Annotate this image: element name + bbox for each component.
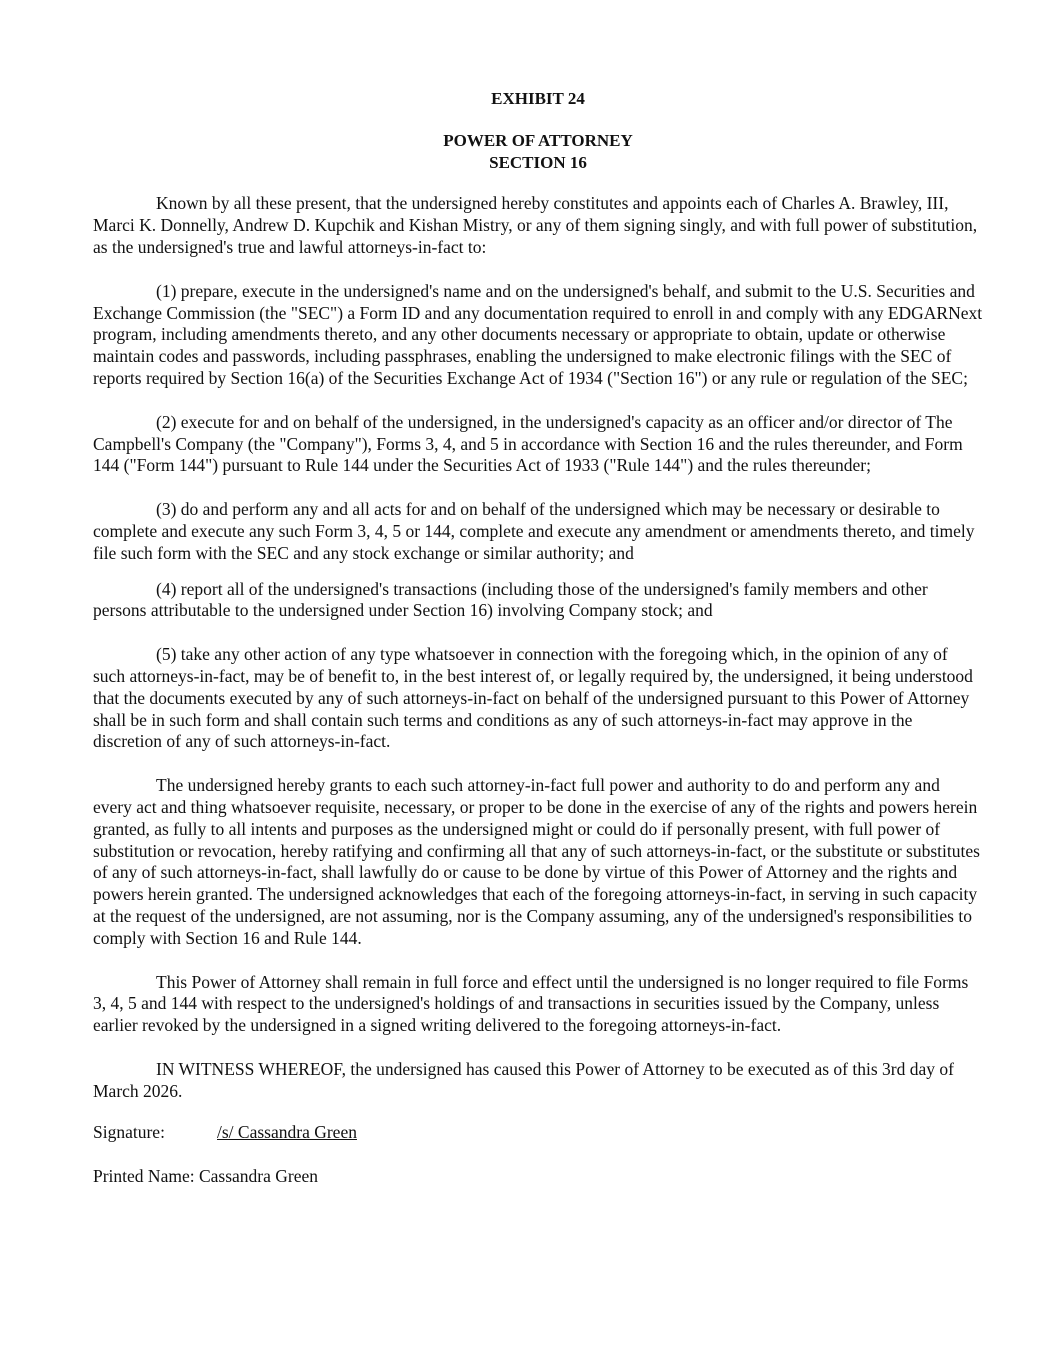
item-paragraph-2: (2) execute for and on behalf of the undersigned, in the undersigned's capacity as an officer and/or director of The Campbell's Company (the "Company"), Forms 3, 4, and 5 in accordance with Section 16 and the rules thereunder, and Form 144 ("Form 144") pursuant to Rule 144 under the Securities Act of 1933 ("Rule 144") and the rules thereunder;: [93, 411, 963, 476]
document-page: [93, 88, 983, 1188]
grant-paragraph: The undersigned hereby grants to each such attorney-in-fact full power and authority to do and perform any and every act and thing whatsoever requisite, necessary, or proper to be done in the exercise of any of the rights and powers herein granted, as fully to all intents and purposes as the undersigned might or could do if personally present, with full power of substitution or revocation, hereby ratifying and confirming all that any of such attorneys-in-fact, or the substitute or substitutes of any of such attorneys-in-fact, shall lawfully do or cause to be done by virtue of this Power of Attorney and the rights and powers herein granted. The undersigned acknowledges that each of the foregoing attorneys-in-fact, in serving in such capacity at the request of the undersigned, are not assuming, nor is the Company assuming, any of the undersigned's responsibilities to comply with Section 16 and Rule 144.: [93, 775, 980, 948]
witness-paragraph: IN WITNESS WHEREOF, the undersigned has caused this Power of Attorney to be executed as of this 3rd day of March 2026.: [93, 1058, 954, 1101]
item-paragraph-5: (5) take any other action of any type whatsoever in connection with the foregoing which, in the opinion of any of such attorneys-in-fact, may be of benefit to, in the best interest of, or legally required by, the undersigned, it being understood that the documents executed by any of such attorneys-in-fact on behalf of the undersigned pursuant to this Power of Attorney shall be in such form and shall contain such terms and conditions as any of such attorneys-in-fact may approve in the discretion of any of such attorneys-in-fact.: [93, 644, 973, 752]
printed-name: Printed Name: Cassandra Green: [93, 1166, 318, 1187]
signature-row: [93, 1122, 983, 1144]
document-title: POWER OF ATTORNEY: [443, 130, 633, 150]
duration-paragraph: This Power of Attorney shall remain in full force and effect until the undersigned is no longer required to file Forms 3, 4, 5 and 144 with respect to the undersigned's holdings of and transactions in securities issued by the Company, unless earlier revoked by the undersigned in a signed writing delivered to the foregoing attorneys-in-fact.: [93, 971, 969, 1036]
document-subtitle: SECTION 16: [489, 152, 587, 172]
item-paragraph-1: (1) prepare, execute in the undersigned's name and on the undersigned's behalf, and submit to the U.S. Securities and Exchange Commission (the "SEC") a Form ID and any documentation required to enroll in and comply with any EDGARNext program, including amendments thereto, and any other documents necessary or appropriate to obtain, update or otherwise maintain codes and passwords, including passphrases, enabling the undersigned to make electronic filings with the SEC of reports required by Section 16(a) of the Securities Exchange Act of 1934 ("Section 16") or any rule or regulation of the SEC;: [93, 280, 983, 388]
signature-value: /s/ Cassandra Green: [217, 1122, 357, 1143]
exhibit-heading: EXHIBIT 24: [491, 89, 585, 108]
intro-paragraph: Known by all these present, that the undersigned hereby constitutes and appoints each of Charles A. Brawley, III, Marci K. Donnelly, Andrew D. Kupchik and Kishan Mistry, or any of them signing singly, and with full power of substitution, as the undersigned's true and lawful attorneys-in-fact to:: [93, 193, 978, 257]
item-paragraph-3: (3) do and perform any and all acts for and on behalf of the undersigned which may be necessary or desirable to complete and execute any such Form 3, 4, 5 or 144, complete and execute any amendment or amendments thereto, and timely file such form with the SEC and any stock exchange or similar authority; and: [93, 499, 975, 563]
signature-label: Signature:: [93, 1122, 165, 1143]
item-paragraph-4: (4) report all of the undersigned's transactions (including those of the undersigned's family members and other persons attributable to the undersigned under Section 16) involving Company stock; and: [93, 578, 928, 621]
